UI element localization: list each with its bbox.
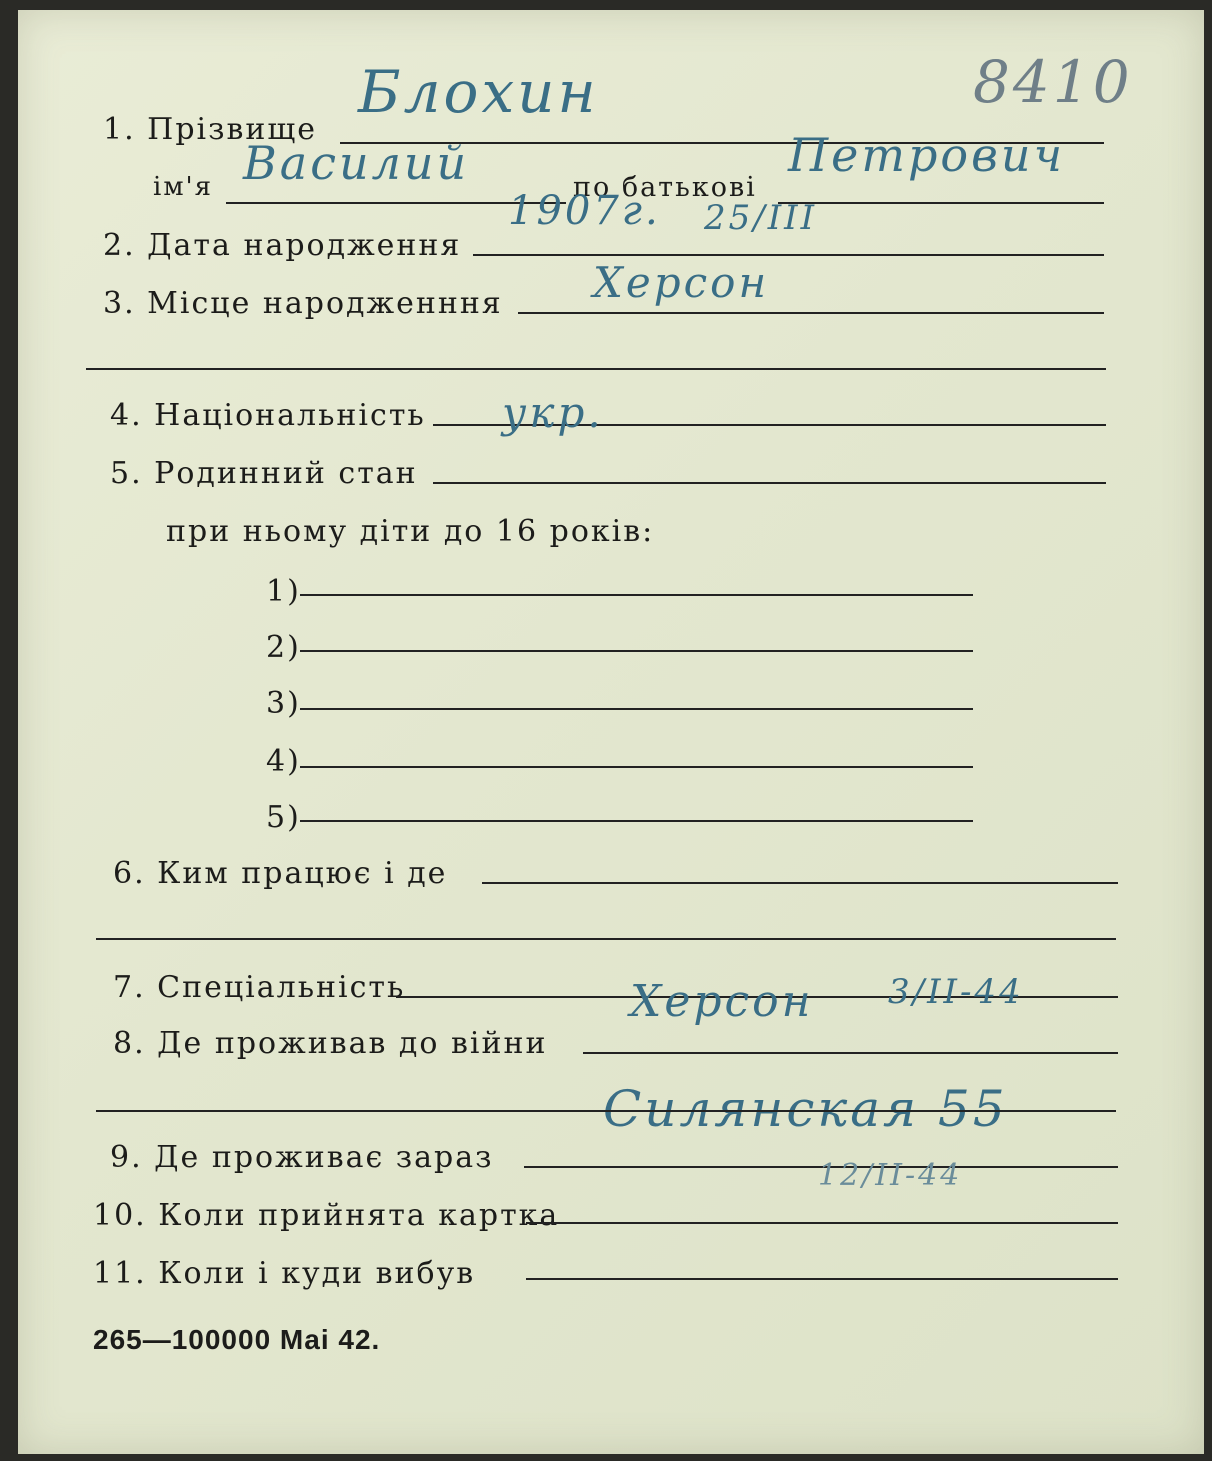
child-5-line <box>300 820 973 822</box>
line-prewar-residence <box>583 1052 1118 1054</box>
hw-birth-year: 1907г. <box>508 188 661 234</box>
hw-prewar-city: Херсон <box>630 976 814 1027</box>
hw-name: Василий <box>243 136 470 190</box>
line-prewar-residence-2 <box>96 1110 1116 1112</box>
label-current-residence: 9. Де проживає зараз <box>110 1140 494 1175</box>
child-1-line <box>300 594 973 596</box>
label-card-accepted: 10. Коли прийнята картка <box>93 1198 560 1233</box>
child-3-label: 3) <box>266 686 301 721</box>
hw-nationality: укр. <box>502 388 604 437</box>
child-4-label: 4) <box>266 744 301 779</box>
label-prewar-residence: 8. Де проживав до війни <box>113 1026 548 1061</box>
print-code: 265—100000 Mai 42. <box>93 1324 381 1355</box>
hw-street: Силянская 55 <box>603 1080 1008 1138</box>
label-occupation: 6. Ким працює і де <box>113 856 448 891</box>
hw-birth-day: 25/III <box>704 198 818 238</box>
archive-number: 8410 <box>973 48 1133 116</box>
label-specialty: 7. Спеціальність <box>113 970 406 1005</box>
child-4-line <box>300 766 973 768</box>
hw-birthplace: Херсон <box>593 258 770 307</box>
label-name: ім'я <box>153 172 214 202</box>
label-family-status: 5. Родинний стан <box>110 456 418 491</box>
child-1-label: 1) <box>266 574 301 609</box>
child-2-label: 2) <box>266 630 301 665</box>
child-3-line <box>300 708 973 710</box>
label-surname: 1. Прізвище <box>103 112 318 147</box>
hw-surname: Блохин <box>358 58 599 126</box>
line-birthplace <box>518 312 1104 314</box>
hw-patronymic: Петрович <box>788 128 1066 182</box>
label-nationality: 4. Національність <box>110 398 426 433</box>
registration-card <box>18 10 1204 1454</box>
hw-accepted-date: 12/II-44 <box>818 1158 963 1193</box>
label-departed: 11. Коли і куди вибув <box>93 1256 476 1291</box>
hw-prewar-date: 3/II-44 <box>888 972 1024 1012</box>
line-card-accepted <box>526 1222 1118 1224</box>
line-departed <box>526 1278 1118 1280</box>
child-5-label: 5) <box>266 800 301 835</box>
child-2-line <box>300 650 973 652</box>
label-children: при ньому діти до 16 років: <box>166 514 655 549</box>
line-occupation <box>482 882 1118 884</box>
line-occupation-2 <box>96 938 1116 940</box>
line-birthplace-2 <box>86 368 1106 370</box>
label-birthplace: 3. Місце народженння <box>103 286 503 321</box>
label-patronymic: по батькові <box>573 172 757 203</box>
line-family-status <box>433 482 1106 484</box>
line-birth-date <box>473 254 1104 256</box>
label-birth-date: 2. Дата народження <box>103 228 462 263</box>
line-patronymic <box>778 202 1104 204</box>
